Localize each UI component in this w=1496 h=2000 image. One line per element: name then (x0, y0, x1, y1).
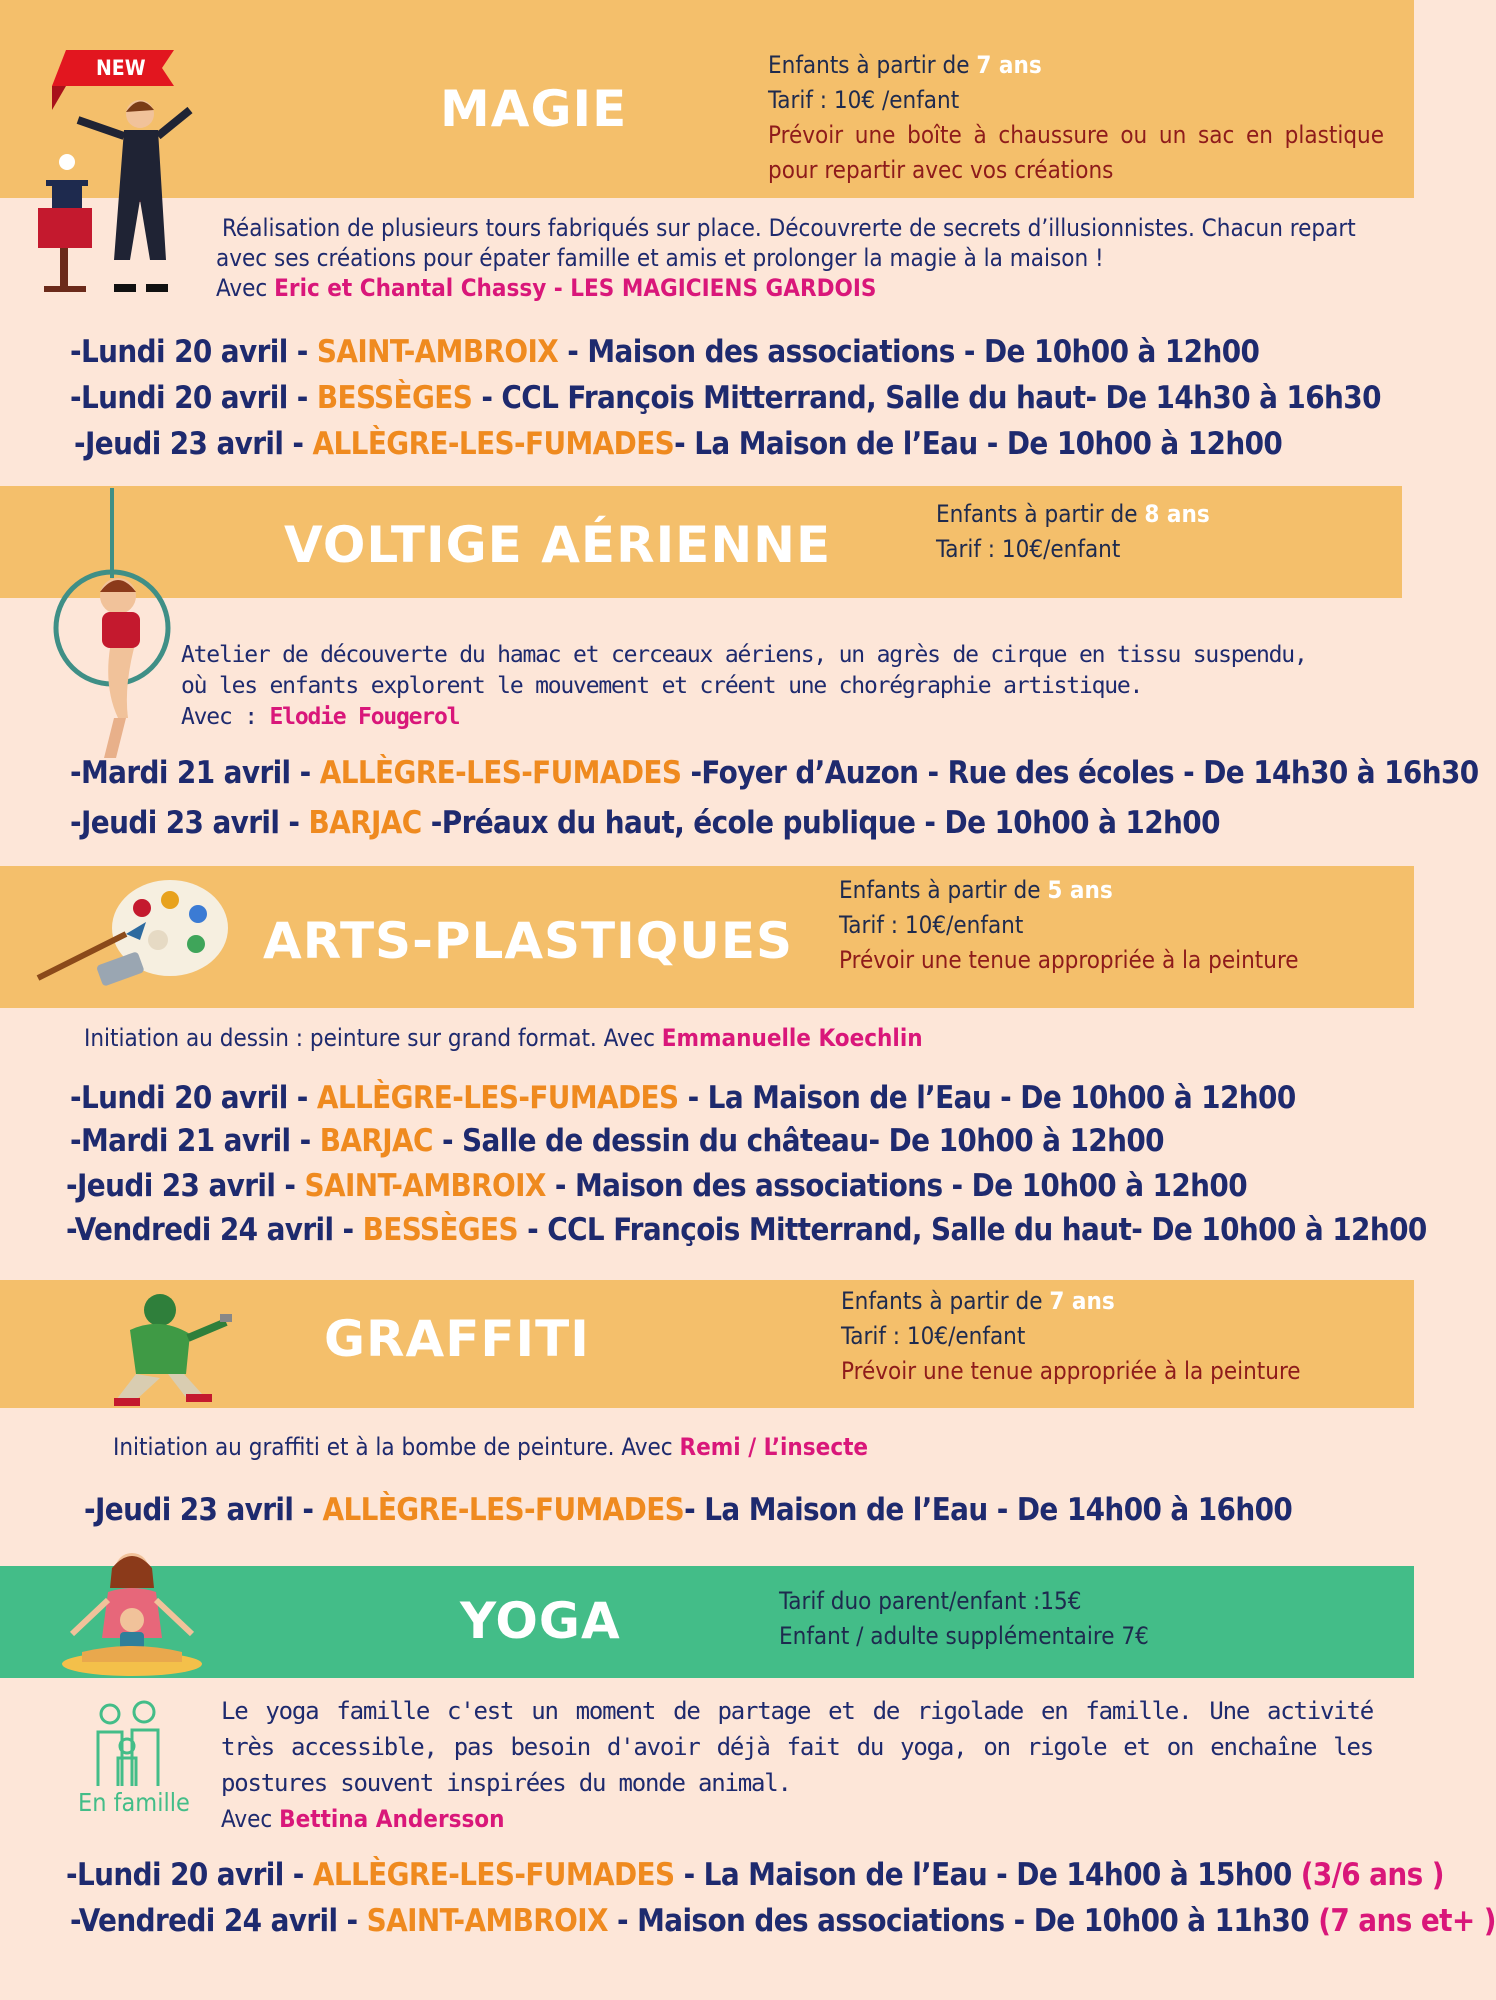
graffiti-note: Prévoir une tenue appropriée à la peinture (841, 1357, 1301, 1385)
magie-description (216, 213, 1366, 303)
graffiti-description (113, 1432, 868, 1462)
graffiti-session-1: -Jeudi 23 avril - ALLÈGRE-LES-FUMADES- La Maison de l’Eau - De 14h00 à 16h00 (84, 1492, 1293, 1528)
voltige-desc-text: Atelier de découverte du hamac et cerceaux aériens, un agrès de cirque en tissu suspendu, où les enfants explorent le mouvement et créent une chorégraphie artistique. (181, 642, 1307, 699)
arts-with-name: Emmanuelle Koechlin (661, 1024, 923, 1052)
magie-with-label: Avec (216, 274, 275, 302)
graffiti-age: 7 ans (1049, 1287, 1115, 1315)
graffiti-tarif: Tarif : 10€/enfant (841, 1322, 1026, 1350)
arts-session-2: -Mardi 21 avril - BARJAC - Salle de dessin du château- De 10h00 à 12h00 (70, 1123, 1164, 1159)
voltige-session-1: -Mardi 21 avril - ALLÈGRE-LES-FUMADES -Foyer d’Auzon - Rue des écoles - De 14h30 à 16h30 (70, 755, 1479, 791)
magie-with-name: Eric et Chantal Chassy - LES MAGICIENS GARDOIS (274, 274, 877, 302)
yoga-info (779, 1584, 1149, 1654)
yoga-with-name: Bettina Andersson (279, 1805, 505, 1833)
magie-note: Prévoir une boîte à chaussure ou un sac en plastique pour repartir avec vos créations (768, 121, 1384, 184)
yoga-desc-text: Le yoga famille c'est un moment de partage et de rigolade en famille. Une activité très accessible, pas besoin d'avoir déjà fait du yoga, on rigole et on enchaîne les postures souvent inspirées du monde animal. (221, 1697, 1373, 1797)
yoga-extra: Enfant / adulte supplémentaire 7€ (779, 1622, 1149, 1650)
voltige-title: VOLTIGE AÉRIENNE (284, 516, 832, 574)
arts-title: ARTS-PLASTIQUES (263, 912, 794, 970)
arts-session-4: -Vendredi 24 avril - BESSÈGES - CCL François Mitterrand, Salle du haut- De 10h00 à 12h00 (66, 1212, 1427, 1248)
yoga-session-1: -Lundi 20 avril - ALLÈGRE-LES-FUMADES - La Maison de l’Eau - De 14h00 à 15h00 (3/6 ans ) (66, 1857, 1444, 1893)
voltige-description (181, 640, 1331, 733)
yoga-band (0, 1566, 1414, 1678)
voltige-info (936, 497, 1210, 567)
arts-description (84, 1023, 923, 1053)
voltige-age: 8 ans (1144, 500, 1210, 528)
graffiti-title: GRAFFITI (324, 1310, 590, 1368)
yoga-description (221, 1693, 1373, 1837)
voltige-with-name: Elodie Fougerol (269, 704, 460, 730)
magie-session-1: -Lundi 20 avril - SAINT-AMBROIX - Maison des associations - De 10h00 à 12h00 (70, 334, 1260, 370)
arts-tarif: Tarif : 10€/enfant (839, 911, 1024, 939)
arts-session-3: -Jeudi 23 avril - SAINT-AMBROIX - Maison des associations - De 10h00 à 12h00 (66, 1168, 1247, 1204)
magie-age: 7 ans (976, 51, 1042, 79)
yoga-title: YOGA (460, 1592, 621, 1650)
aerial-hoop-icon (44, 488, 184, 768)
arts-age: 5 ans (1047, 876, 1113, 904)
magie-age-prefix: Enfants à partir de (768, 51, 977, 79)
arts-session-1: -Lundi 20 avril - ALLÈGRE-LES-FUMADES - La Maison de l’Eau - De 10h00 à 12h00 (70, 1080, 1296, 1116)
yoga-tarif: Tarif duo parent/enfant :15€ (779, 1587, 1082, 1615)
new-badge (52, 50, 174, 86)
voltige-tarif: Tarif : 10€/enfant (936, 535, 1121, 563)
graffiti-desc-text: Initiation au graffiti et à la bombe de peinture. Avec (113, 1433, 680, 1461)
magie-tarif: Tarif : 10€ /enfant (768, 86, 960, 114)
paint-palette-icon (30, 878, 230, 998)
yoga-with-label: Avec (221, 1805, 280, 1833)
graffiti-artist-icon (106, 1282, 236, 1412)
voltige-with-label: Avec : (181, 704, 270, 730)
graffiti-with-name: Remi / L’insecte (679, 1433, 869, 1461)
arts-desc-text: Initiation au dessin : peinture sur grand format. Avec (84, 1024, 662, 1052)
voltige-age-prefix: Enfants à partir de (936, 500, 1145, 528)
magie-session-3: -Jeudi 23 avril - ALLÈGRE-LES-FUMADES- La Maison de l’Eau - De 10h00 à 12h00 (74, 426, 1283, 462)
family-yoga-icon (58, 1540, 208, 1680)
magician-icon (30, 90, 220, 300)
arts-info (839, 873, 1299, 978)
family-label: En famille (78, 1788, 190, 1817)
arts-age-prefix: Enfants à partir de (839, 876, 1048, 904)
voltige-session-2: -Jeudi 23 avril - BARJAC -Préaux du haut, école publique - De 10h00 à 12h00 (70, 805, 1220, 841)
graffiti-age-prefix: Enfants à partir de (841, 1287, 1050, 1315)
magie-title: MAGIE (440, 80, 628, 138)
graffiti-info (841, 1284, 1301, 1389)
arts-note: Prévoir une tenue appropriée à la peinture (839, 946, 1299, 974)
magie-desc-text: Réalisation de plusieurs tours fabriqués sur place. Découvrerte de secrets d’illusionnistes. Chacun repart avec ses créations pour épater famille et amis et prolonger la magie à la maison ! (216, 214, 1356, 272)
family-icon (86, 1700, 176, 1790)
magie-session-2: -Lundi 20 avril - BESSÈGES - CCL François Mitterrand, Salle du haut- De 14h30 à 16h30 (70, 380, 1381, 416)
new-badge-label: NEW (96, 56, 146, 80)
yoga-session-2: -Vendredi 24 avril - SAINT-AMBROIX - Maison des associations - De 10h00 à 11h30 (7 ans et+ ) (70, 1903, 1496, 1939)
magie-info (768, 48, 1384, 188)
